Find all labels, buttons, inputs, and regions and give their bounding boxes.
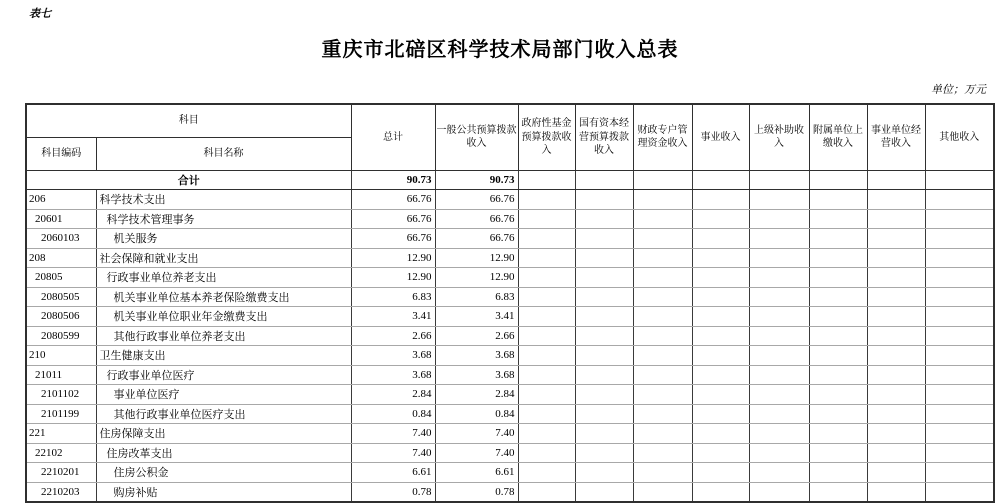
subject-code-cell: 2080506: [26, 307, 96, 327]
subject-code-cell: 2101102: [26, 385, 96, 405]
table-row: [26, 307, 994, 327]
empty-cell: [749, 209, 809, 229]
general-budget-cell: 0.78: [435, 482, 518, 502]
empty-cell: [867, 248, 925, 268]
table-row: [26, 365, 994, 385]
empty-cell: [518, 268, 575, 288]
empty-cell: [749, 248, 809, 268]
empty-cell: [633, 287, 692, 307]
table-row: [26, 424, 994, 444]
subject-code-cell: 21011: [26, 365, 96, 385]
empty-cell: [633, 463, 692, 483]
empty-cell: [749, 463, 809, 483]
subject-name-cell: 机关事业单位职业年金缴费支出: [96, 307, 351, 327]
empty-cell: [749, 229, 809, 249]
table-row: [26, 229, 994, 249]
total-cell: 2.66: [351, 326, 435, 346]
subject-code-cell: 2080505: [26, 287, 96, 307]
empty-cell: [692, 170, 749, 190]
empty-cell: [633, 209, 692, 229]
subject-name-cell: 事业单位医疗: [96, 385, 351, 405]
subject-code-cell: 2210201: [26, 463, 96, 483]
empty-cell: [575, 268, 633, 288]
grand-total-label: 合计: [26, 170, 351, 190]
table-row: [26, 248, 994, 268]
empty-cell: [575, 229, 633, 249]
empty-cell: [749, 385, 809, 405]
subject-name-cell: 社会保障和就业支出: [96, 248, 351, 268]
empty-cell: [867, 268, 925, 288]
empty-cell: [518, 170, 575, 190]
general-budget-cell: 6.83: [435, 287, 518, 307]
empty-cell: [867, 229, 925, 249]
table-row: [26, 404, 994, 424]
empty-cell: [809, 463, 867, 483]
subject-code-cell: 221: [26, 424, 96, 444]
subject-name-cell: 机关服务: [96, 229, 351, 249]
empty-cell: [633, 326, 692, 346]
empty-cell: [749, 404, 809, 424]
empty-cell: [518, 424, 575, 444]
empty-cell: [518, 404, 575, 424]
empty-cell: [575, 248, 633, 268]
subject-name-cell: 住房保障支出: [96, 424, 351, 444]
table-row: [26, 443, 994, 463]
empty-cell: [749, 268, 809, 288]
empty-cell: [575, 326, 633, 346]
empty-cell: [867, 307, 925, 327]
empty-cell: [867, 287, 925, 307]
empty-cell: [518, 482, 575, 502]
grand-total-general-budget-cell: 90.73: [435, 170, 518, 190]
header-superior-subsidy: 上级补助收入: [749, 104, 809, 170]
empty-cell: [692, 385, 749, 405]
header-other-income: 其他收入: [925, 104, 994, 170]
empty-cell: [692, 365, 749, 385]
empty-cell: [575, 365, 633, 385]
empty-cell: [809, 209, 867, 229]
empty-cell: [575, 170, 633, 190]
header-subject-code: 科目编码: [26, 137, 96, 170]
total-cell: 3.68: [351, 346, 435, 366]
empty-cell: [749, 443, 809, 463]
header-operating-income: 事业收入: [692, 104, 749, 170]
empty-cell: [692, 482, 749, 502]
empty-cell: [925, 229, 994, 249]
empty-cell: [867, 346, 925, 366]
empty-cell: [633, 170, 692, 190]
total-cell: 6.61: [351, 463, 435, 483]
general-budget-cell: 3.68: [435, 365, 518, 385]
empty-cell: [575, 443, 633, 463]
empty-cell: [633, 229, 692, 249]
general-budget-cell: 3.41: [435, 307, 518, 327]
subject-code-cell: 208: [26, 248, 96, 268]
subject-name-cell: 其他行政事业单位养老支出: [96, 326, 351, 346]
empty-cell: [749, 190, 809, 210]
empty-cell: [575, 346, 633, 366]
empty-cell: [925, 365, 994, 385]
empty-cell: [749, 424, 809, 444]
empty-cell: [925, 424, 994, 444]
empty-cell: [518, 190, 575, 210]
subject-code-cell: 20601: [26, 209, 96, 229]
general-budget-cell: 66.76: [435, 209, 518, 229]
total-cell: 66.76: [351, 209, 435, 229]
empty-cell: [518, 307, 575, 327]
general-budget-cell: 7.40: [435, 443, 518, 463]
general-budget-cell: 6.61: [435, 463, 518, 483]
empty-cell: [867, 443, 925, 463]
empty-cell: [809, 170, 867, 190]
empty-cell: [867, 385, 925, 405]
table-row: [26, 287, 994, 307]
header-business-operating: 事业单位经营收入: [867, 104, 925, 170]
empty-cell: [518, 346, 575, 366]
empty-cell: [809, 307, 867, 327]
subject-name-cell: 行政事业单位医疗: [96, 365, 351, 385]
subject-name-cell: 机关事业单位基本养老保险缴费支出: [96, 287, 351, 307]
empty-cell: [692, 190, 749, 210]
general-budget-cell: 3.68: [435, 346, 518, 366]
empty-cell: [518, 463, 575, 483]
empty-cell: [749, 287, 809, 307]
empty-cell: [749, 346, 809, 366]
empty-cell: [925, 482, 994, 502]
sheet-label: 表七: [29, 8, 51, 20]
empty-cell: [925, 307, 994, 327]
subject-code-cell: 206: [26, 190, 96, 210]
empty-cell: [692, 268, 749, 288]
empty-cell: [575, 482, 633, 502]
empty-cell: [867, 170, 925, 190]
table-row: [26, 326, 994, 346]
empty-cell: [518, 209, 575, 229]
empty-cell: [633, 365, 692, 385]
empty-cell: [692, 326, 749, 346]
empty-cell: [692, 463, 749, 483]
empty-cell: [749, 326, 809, 346]
empty-cell: [749, 307, 809, 327]
empty-cell: [925, 463, 994, 483]
total-cell: 6.83: [351, 287, 435, 307]
empty-cell: [867, 404, 925, 424]
subject-code-cell: 2080599: [26, 326, 96, 346]
unit-note: 单位；万元: [931, 84, 986, 96]
empty-cell: [809, 190, 867, 210]
table-row: [26, 385, 994, 405]
subject-code-cell: 2101199: [26, 404, 96, 424]
empty-cell: [518, 326, 575, 346]
subject-code-cell: 2210203: [26, 482, 96, 502]
empty-cell: [809, 404, 867, 424]
page-title: 重庆市北碚区科学技术局部门收入总表: [321, 39, 679, 61]
header-state-capital: 国有资本经营预算拨款收入: [575, 104, 633, 170]
header-subject: 科目: [26, 104, 351, 137]
total-cell: 0.84: [351, 404, 435, 424]
general-budget-cell: 66.76: [435, 229, 518, 249]
empty-cell: [633, 346, 692, 366]
empty-cell: [809, 229, 867, 249]
empty-cell: [518, 248, 575, 268]
total-cell: 12.90: [351, 248, 435, 268]
empty-cell: [575, 463, 633, 483]
empty-cell: [633, 307, 692, 327]
empty-cell: [633, 268, 692, 288]
table-body: [26, 170, 994, 502]
empty-cell: [518, 443, 575, 463]
empty-cell: [692, 248, 749, 268]
header-row-1: [26, 104, 994, 137]
table-row: [26, 346, 994, 366]
table-row: [26, 190, 994, 210]
empty-cell: [575, 424, 633, 444]
empty-cell: [809, 482, 867, 502]
subject-name-cell: 行政事业单位养老支出: [96, 268, 351, 288]
total-cell: 66.76: [351, 190, 435, 210]
empty-cell: [809, 268, 867, 288]
total-cell: 12.90: [351, 268, 435, 288]
empty-cell: [809, 248, 867, 268]
total-cell: 3.68: [351, 365, 435, 385]
grand-total-row: [26, 170, 994, 190]
empty-cell: [925, 385, 994, 405]
empty-cell: [867, 326, 925, 346]
subject-name-cell: 卫生健康支出: [96, 346, 351, 366]
empty-cell: [633, 248, 692, 268]
subject-code-cell: 22102: [26, 443, 96, 463]
subject-name-cell: 科学技术支出: [96, 190, 351, 210]
empty-cell: [867, 463, 925, 483]
income-summary-table: [25, 103, 995, 503]
total-cell: 2.84: [351, 385, 435, 405]
empty-cell: [867, 209, 925, 229]
empty-cell: [633, 482, 692, 502]
subject-code-cell: 2060103: [26, 229, 96, 249]
header-general-budget: 一般公共预算拨款收入: [435, 104, 518, 170]
general-budget-cell: 0.84: [435, 404, 518, 424]
header-total: 总计: [351, 104, 435, 170]
grand-total-total-cell: 90.73: [351, 170, 435, 190]
empty-cell: [867, 365, 925, 385]
empty-cell: [809, 424, 867, 444]
empty-cell: [633, 190, 692, 210]
empty-cell: [518, 365, 575, 385]
empty-cell: [809, 443, 867, 463]
header-govt-fund: 政府性基金预算拨款收入: [518, 104, 575, 170]
empty-cell: [692, 287, 749, 307]
subject-code-cell: 210: [26, 346, 96, 366]
empty-cell: [867, 482, 925, 502]
empty-cell: [809, 326, 867, 346]
empty-cell: [809, 287, 867, 307]
table-header: [26, 104, 994, 170]
general-budget-cell: 66.76: [435, 190, 518, 210]
empty-cell: [692, 307, 749, 327]
table-row: [26, 482, 994, 502]
table-row: [26, 463, 994, 483]
subject-name-cell: 科学技术管理事务: [96, 209, 351, 229]
empty-cell: [809, 346, 867, 366]
empty-cell: [925, 248, 994, 268]
empty-cell: [692, 424, 749, 444]
total-cell: 7.40: [351, 443, 435, 463]
empty-cell: [518, 287, 575, 307]
empty-cell: [575, 385, 633, 405]
subject-name-cell: 其他行政事业单位医疗支出: [96, 404, 351, 424]
table-row: [26, 209, 994, 229]
empty-cell: [925, 190, 994, 210]
total-cell: 7.40: [351, 424, 435, 444]
empty-cell: [575, 307, 633, 327]
empty-cell: [867, 190, 925, 210]
empty-cell: [925, 209, 994, 229]
total-cell: 0.78: [351, 482, 435, 502]
general-budget-cell: 12.90: [435, 268, 518, 288]
general-budget-cell: 2.84: [435, 385, 518, 405]
empty-cell: [575, 209, 633, 229]
empty-cell: [633, 443, 692, 463]
general-budget-cell: 12.90: [435, 248, 518, 268]
empty-cell: [692, 346, 749, 366]
empty-cell: [633, 404, 692, 424]
empty-cell: [633, 385, 692, 405]
header-affiliate-remit: 附属单位上缴收入: [809, 104, 867, 170]
empty-cell: [692, 229, 749, 249]
table-row: [26, 268, 994, 288]
header-subject-name: 科目名称: [96, 137, 351, 170]
subject-name-cell: 住房改革支出: [96, 443, 351, 463]
empty-cell: [692, 443, 749, 463]
empty-cell: [809, 365, 867, 385]
general-budget-cell: 2.66: [435, 326, 518, 346]
empty-cell: [692, 209, 749, 229]
empty-cell: [925, 287, 994, 307]
header-fiscal-account: 财政专户管理资金收入: [633, 104, 692, 170]
empty-cell: [633, 424, 692, 444]
empty-cell: [925, 443, 994, 463]
empty-cell: [692, 404, 749, 424]
empty-cell: [925, 268, 994, 288]
empty-cell: [867, 424, 925, 444]
empty-cell: [925, 346, 994, 366]
empty-cell: [925, 404, 994, 424]
empty-cell: [749, 170, 809, 190]
total-cell: 66.76: [351, 229, 435, 249]
total-cell: 3.41: [351, 307, 435, 327]
empty-cell: [749, 365, 809, 385]
empty-cell: [925, 170, 994, 190]
empty-cell: [925, 326, 994, 346]
empty-cell: [518, 385, 575, 405]
empty-cell: [809, 385, 867, 405]
empty-cell: [518, 229, 575, 249]
general-budget-cell: 7.40: [435, 424, 518, 444]
empty-cell: [575, 404, 633, 424]
empty-cell: [575, 287, 633, 307]
subject-name-cell: 购房补贴: [96, 482, 351, 502]
empty-cell: [749, 482, 809, 502]
subject-name-cell: 住房公积金: [96, 463, 351, 483]
subject-code-cell: 20805: [26, 268, 96, 288]
empty-cell: [575, 190, 633, 210]
